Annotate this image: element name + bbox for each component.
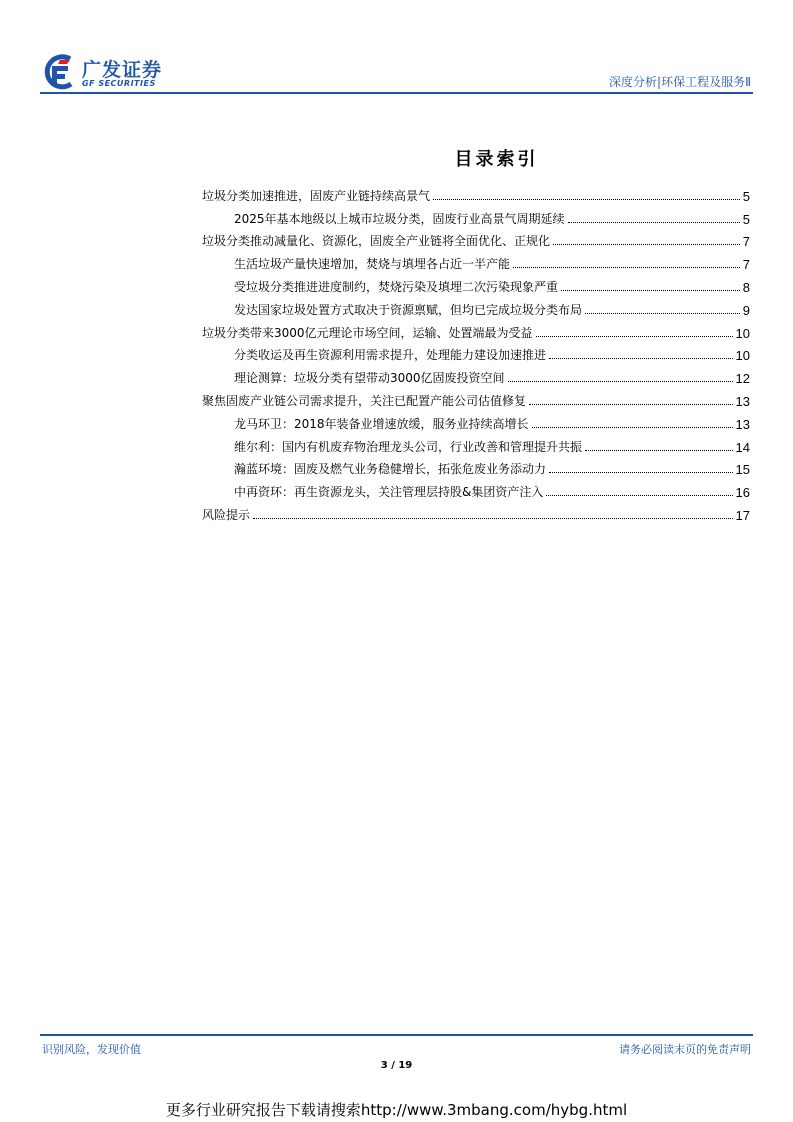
toc-entry[interactable] [202, 318, 750, 341]
toc-dot-leader [568, 222, 740, 223]
toc-entry[interactable] [202, 272, 750, 295]
toc-entry[interactable] [202, 227, 750, 250]
toc-entry-title: 垃圾分类加速推进，固废产业链持续高景气 [202, 188, 431, 203]
report-category: 深度分析|环保工程及服务Ⅱ [609, 75, 751, 89]
toc-entry-page: 16 [735, 485, 750, 501]
toc-entry-title: 龙马环卫：2018年装备业增速放缓，服务业持续高增长 [234, 416, 529, 431]
toc-title: 目录索引 [454, 149, 539, 170]
toc-entry[interactable] [202, 386, 750, 409]
toc-entry[interactable] [202, 432, 750, 455]
gf-logo-mark-icon [40, 54, 76, 90]
toc-entry-title: 中再资环：再生资源龙头，关注管理层持股&集团资产注入 [234, 485, 544, 500]
toc-entry-page: 15 [735, 462, 750, 478]
toc-entry[interactable] [202, 204, 750, 227]
toc-entry-title: 维尔利：国内有机废弃物治理龙头公司，行业改善和管理提升共振 [234, 439, 583, 454]
toc-entry[interactable] [202, 181, 750, 204]
toc-entry-page: 7 [742, 234, 750, 250]
gf-securities-logo [40, 52, 180, 92]
toc-entry[interactable] [202, 500, 750, 523]
toc-dot-leader [553, 244, 740, 245]
toc-entry-page: 10 [735, 348, 750, 364]
toc-entry-title: 分类收运及再生资源利用需求提升，处理能力建设加速推进 [234, 348, 547, 363]
toc-dot-leader [549, 358, 733, 359]
toc-entry-page: 14 [735, 439, 750, 455]
toc-dot-leader [513, 267, 740, 268]
toc-entry-title: 生活垃圾产量快速增加，焚烧与填埋各占近一半产能 [234, 257, 511, 272]
toc-entry-title: 风险提示 [202, 507, 251, 522]
toc-entry-page: 13 [735, 393, 750, 409]
footer-slogan: 识别风险，发现价值 [42, 1043, 141, 1056]
toc-entry-title: 垃圾分类推动减量化、资源化，固废全产业链将全面优化、正规化 [202, 234, 551, 249]
toc-entry[interactable] [202, 409, 750, 432]
toc-entry-page: 8 [742, 279, 750, 295]
toc-entry-title: 发达国家垃圾处置方式取决于资源禀赋，但均已完成垃圾分类布局 [234, 302, 583, 317]
footer-divider [40, 1034, 753, 1036]
toc-entry-page: 7 [742, 257, 750, 273]
toc-entry-title: 聚焦固废产业链公司需求提升，关注已配置产能公司估值修复 [202, 393, 527, 408]
toc-dot-leader [253, 518, 733, 519]
toc-dot-leader [433, 199, 740, 200]
toc-entry-page: 13 [735, 416, 750, 432]
footer-disclaimer-note: 请务必阅读末页的免责声明 [619, 1043, 751, 1056]
toc-dot-leader [532, 427, 733, 428]
toc-entry-title: 垃圾分类带来3000亿元理论市场空间，运输、处置端最为受益 [202, 325, 533, 340]
toc-dot-leader [536, 336, 733, 337]
toc-entry-title: 瀚蓝环境：固废及燃气业务稳健增长，拓张危废业务添动力 [234, 462, 547, 477]
toc-entry[interactable] [202, 363, 750, 386]
toc-entry-page: 10 [735, 325, 750, 341]
toc-dot-leader [546, 495, 732, 496]
toc-dot-leader [585, 313, 740, 314]
logo-english-name: GF SECURITIES [82, 79, 156, 88]
toc-entry[interactable] [202, 249, 750, 272]
download-note[interactable]: 更多行业研究报告下载请搜索http://www.3mbang.com/hybg.html [165, 1101, 628, 1119]
header-divider [40, 92, 753, 94]
toc-entry-page: 9 [742, 302, 750, 318]
toc-entry[interactable] [202, 295, 750, 318]
toc-entry-page: 17 [735, 507, 750, 523]
toc-entry-page: 5 [742, 188, 750, 204]
toc-entry-title: 2025年基本地级以上城市垃圾分类，固废行业高景气周期延续 [234, 211, 565, 226]
page-number: 3 / 19 [380, 1060, 413, 1071]
toc-entry[interactable] [202, 477, 750, 500]
toc-entry-page: 5 [742, 211, 750, 227]
toc-entry[interactable] [202, 341, 750, 364]
toc-entry-page: 12 [735, 371, 750, 387]
toc-entry-title: 受垃圾分类推进进度制约，焚烧污染及填埋二次污染现象严重 [234, 279, 559, 294]
toc-dot-leader [585, 450, 733, 451]
toc-entry-title: 理论测算：垃圾分类有望带动3000亿固废投资空间 [234, 371, 505, 386]
logo-chinese-name: 广发证券 [82, 59, 163, 81]
toc-dot-leader [561, 290, 740, 291]
toc-dot-leader [508, 381, 733, 382]
toc-dot-leader [529, 404, 733, 405]
toc-dot-leader [549, 472, 733, 473]
table-of-contents [202, 181, 750, 523]
toc-entry[interactable] [202, 455, 750, 478]
